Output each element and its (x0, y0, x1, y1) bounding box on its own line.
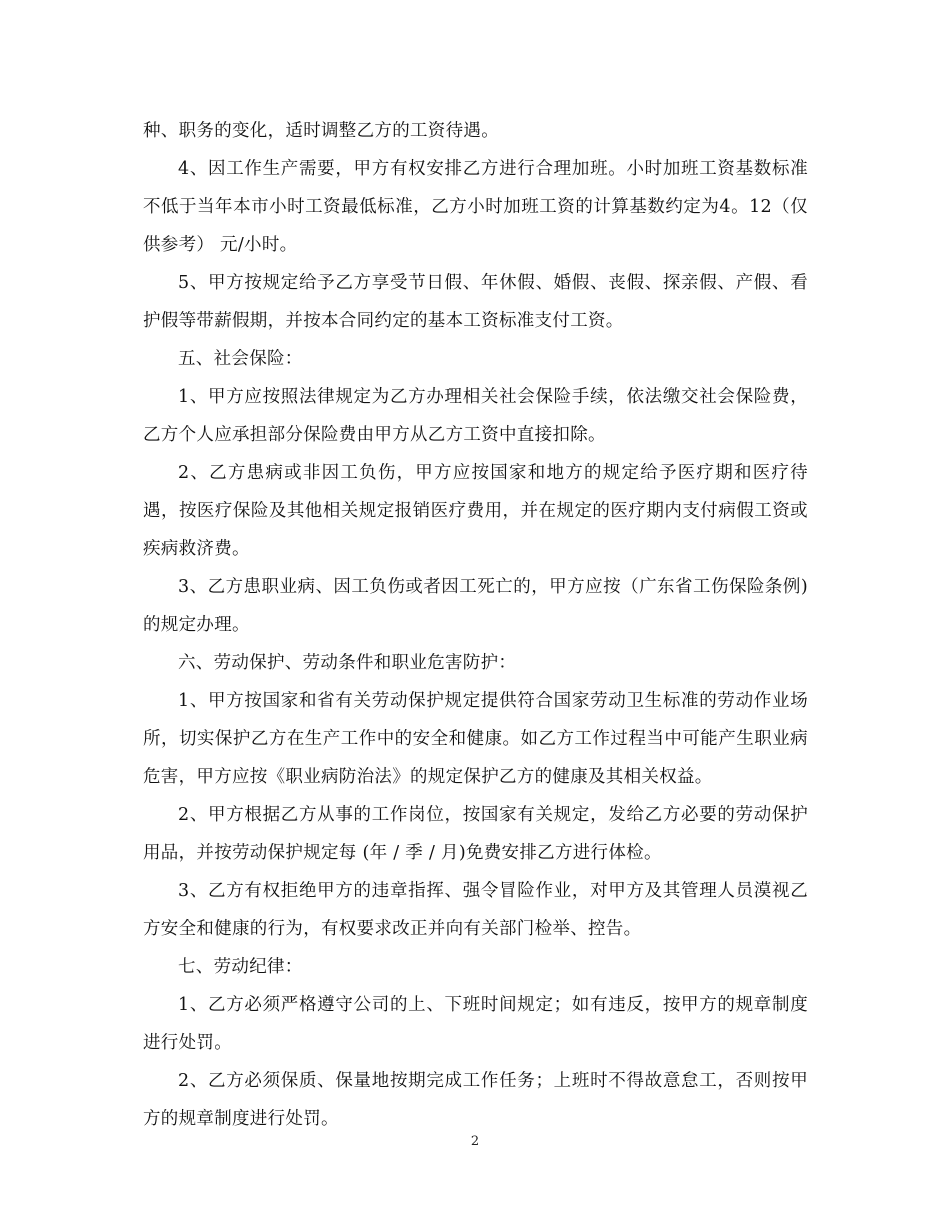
document-body (143, 112, 808, 1138)
section-heading-social-insurance: 五、社会保险： (178, 349, 303, 369)
paragraph-7: 3、乙方患职业病、因工负伤或者因工死亡的，甲方应按（广东省工伤保险条例)的规定办理。 (143, 577, 808, 635)
paragraph-11: 3、乙方有权拒绝甲方的违章指挥、强令冒险作业，对甲方及其管理人员漠视乙方安全和健康的行为，有权要求改正并向有关部门检举、控告。 (143, 881, 808, 939)
paragraph-2: 4、因工作生产需要，甲方有权安排乙方进行合理加班。小时加班工资基数标准不低于当年本市小时工资最低标准，乙方小时加班工资的计算基数约定为4。12（仅供参考） 元/小时。 (143, 159, 808, 255)
paragraph-14: 2、乙方必须保质、保量地按期完成工作任务；上班时不得故意怠工，否则按甲方的规章制度进行处罚。 (143, 1071, 808, 1129)
paragraph-9: 1、甲方按国家和省有关劳动保护规定提供符合国家劳动卫生标准的劳动作业场所，切实保护乙方在生产工作中的安全和健康。如乙方工作过程当中可能产生职业病危害，甲方应按《职业病防治法》的规定保护乙方的健康及其相关权益。 (143, 691, 808, 787)
paragraph-3: 5、甲方按规定给予乙方享受节日假、年休假、婚假、丧假、探亲假、产假、看护假等带薪假期，并按本合同约定的基本工资标准支付工资。 (143, 273, 808, 331)
section-heading-labor-discipline: 七、劳动纪律： (178, 957, 303, 977)
paragraph-10: 2、甲方根据乙方从事的工作岗位，按国家有关规定，发给乙方必要的劳动保护用品，并按劳动保护规定每 (年 / 季 / 月)免费安排乙方进行体检。 (143, 805, 808, 863)
section-heading-labor-protection: 六、劳动保护、劳动条件和职业危害防护： (178, 653, 517, 673)
paragraph-1: 种、职务的变化，适时调整乙方的工资待遇。 (143, 121, 499, 141)
page-number: 2 (470, 1134, 480, 1149)
paragraph-13: 1、乙方必须严格遵守公司的上、下班时间规定；如有违反，按甲方的规章制度进行处罚。 (143, 995, 808, 1053)
paragraph-6: 2、乙方患病或非因工负伤，甲方应按国家和地方的规定给予医疗期和医疗待遇，按医疗保险及其他相关规定报销医疗费用，并在规定的医疗期内支付病假工资或疾病救济费。 (143, 463, 808, 559)
paragraph-5: 1、甲方应按照法律规定为乙方办理相关社会保险手续，依法缴交社会保险费，乙方个人应承担部分保险费由甲方从乙方工资中直接扣除。 (143, 387, 808, 445)
